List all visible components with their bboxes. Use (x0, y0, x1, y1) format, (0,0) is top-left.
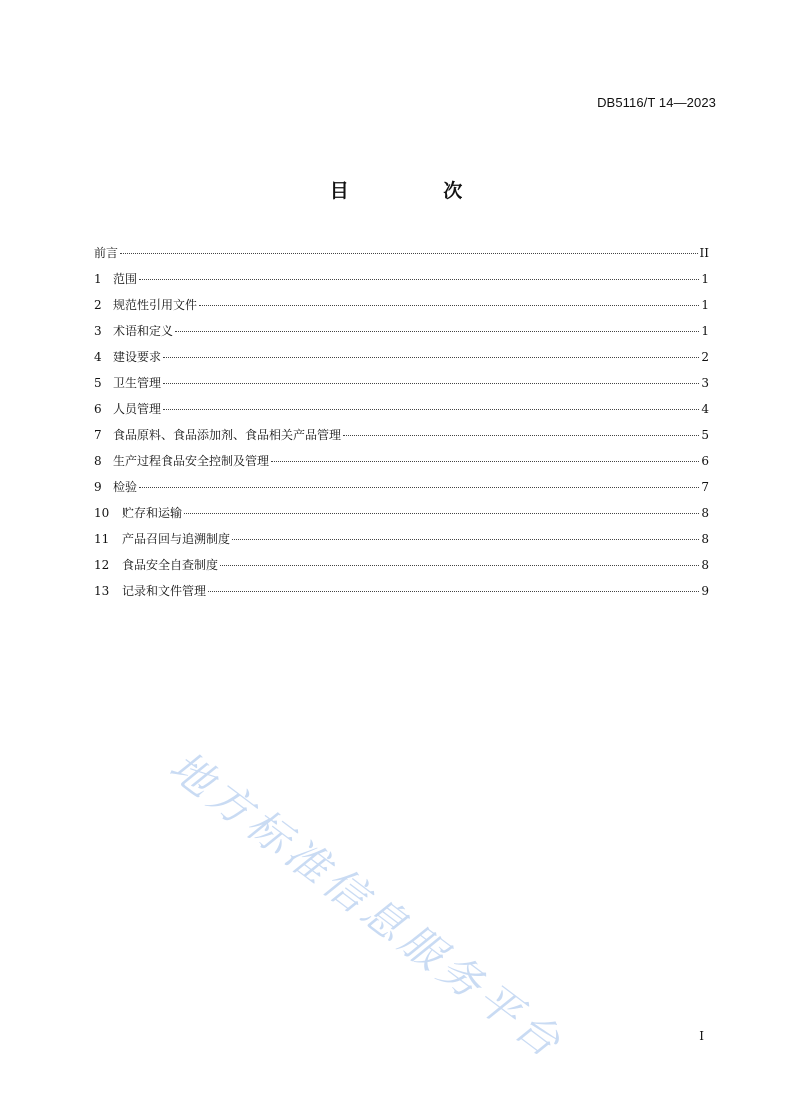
toc-entry-number: 4 (94, 350, 102, 364)
watermark: 地方标准信息服务平台 (160, 741, 574, 1070)
table-of-contents (94, 240, 709, 604)
document-code: DB5116/T 14—2023 (597, 95, 716, 110)
toc-entry-label: 产品召回与追溯制度 (122, 532, 231, 546)
toc-entry-page: 8 (701, 532, 709, 546)
toc-entry-number: 3 (94, 324, 102, 338)
toc-entry-page: 1 (701, 324, 709, 338)
toc-entry-page: 9 (701, 584, 709, 598)
toc-dot-leader (175, 331, 699, 332)
toc-dot-leader (184, 513, 699, 514)
toc-entry-1[interactable] (94, 266, 709, 292)
toc-entry-number: 8 (94, 454, 102, 468)
toc-entry-number: 9 (94, 480, 102, 494)
toc-entry-foreword[interactable] (94, 240, 709, 266)
toc-entry-page: 8 (701, 558, 709, 572)
toc-entry-13[interactable] (94, 578, 709, 604)
toc-dot-leader (232, 539, 699, 540)
toc-entry-label: 规范性引用文件 (113, 298, 198, 312)
toc-entry-number: 1 (94, 272, 102, 286)
toc-entry-label: 建设要求 (113, 350, 162, 364)
page-number: I (699, 1029, 704, 1043)
toc-dot-leader (199, 305, 699, 306)
toc-entry-number: 2 (94, 298, 102, 312)
toc-entry-page: 4 (701, 402, 709, 416)
toc-dot-leader (139, 487, 699, 488)
toc-entry-page: 1 (701, 272, 709, 286)
toc-entry-2[interactable] (94, 292, 709, 318)
toc-entry-8[interactable] (94, 448, 709, 474)
toc-dot-leader (271, 461, 699, 462)
toc-entry-number: 12 (94, 558, 110, 572)
toc-entry-label: 范围 (113, 272, 138, 286)
toc-entry-6[interactable] (94, 396, 709, 422)
toc-entry-label: 贮存和运输 (122, 506, 183, 520)
toc-entry-page: 7 (701, 480, 709, 494)
toc-entry-number: 5 (94, 376, 102, 390)
toc-entry-7[interactable] (94, 422, 709, 448)
toc-entry-label: 检验 (113, 480, 138, 494)
toc-entry-page: 5 (701, 428, 709, 442)
toc-dot-leader (220, 565, 699, 566)
toc-entry-label: 卫生管理 (113, 376, 162, 390)
toc-entry-11[interactable] (94, 526, 709, 552)
toc-dot-leader (139, 279, 699, 280)
toc-entry-number: 10 (94, 506, 110, 520)
toc-entry-number: 7 (94, 428, 102, 442)
toc-dot-leader (163, 383, 699, 384)
toc-dot-leader (163, 357, 699, 358)
toc-entry-page: 2 (701, 350, 709, 364)
toc-entry-label: 人员管理 (113, 402, 162, 416)
toc-dot-leader (120, 253, 698, 254)
toc-entry-page: II (699, 246, 709, 260)
toc-entry-page: 3 (701, 376, 709, 390)
toc-title: 目 次 (329, 180, 507, 202)
toc-entry-9[interactable] (94, 474, 709, 500)
toc-entry-label: 生产过程食品安全控制及管理 (113, 454, 270, 468)
toc-entry-label: 食品安全自查制度 (122, 558, 219, 572)
toc-entry-4[interactable] (94, 344, 709, 370)
toc-entry-5[interactable] (94, 370, 709, 396)
toc-entry-number: 11 (94, 532, 110, 546)
toc-dot-leader (163, 409, 699, 410)
toc-entry-page: 6 (701, 454, 709, 468)
toc-entry-label: 食品原料、食品添加剂、食品相关产品管理 (113, 428, 342, 442)
toc-entry-number: 6 (94, 402, 102, 416)
toc-dot-leader (343, 435, 699, 436)
toc-entry-12[interactable] (94, 552, 709, 578)
toc-entry-number: 13 (94, 584, 110, 598)
toc-dot-leader (208, 591, 699, 592)
toc-entry-page: 1 (701, 298, 709, 312)
toc-entry-3[interactable] (94, 318, 709, 344)
toc-entry-label: 记录和文件管理 (122, 584, 207, 598)
toc-entry-page: 8 (701, 506, 709, 520)
toc-entry-10[interactable] (94, 500, 709, 526)
toc-entry-label: 前言 (94, 246, 119, 260)
toc-entry-label: 术语和定义 (113, 324, 174, 338)
